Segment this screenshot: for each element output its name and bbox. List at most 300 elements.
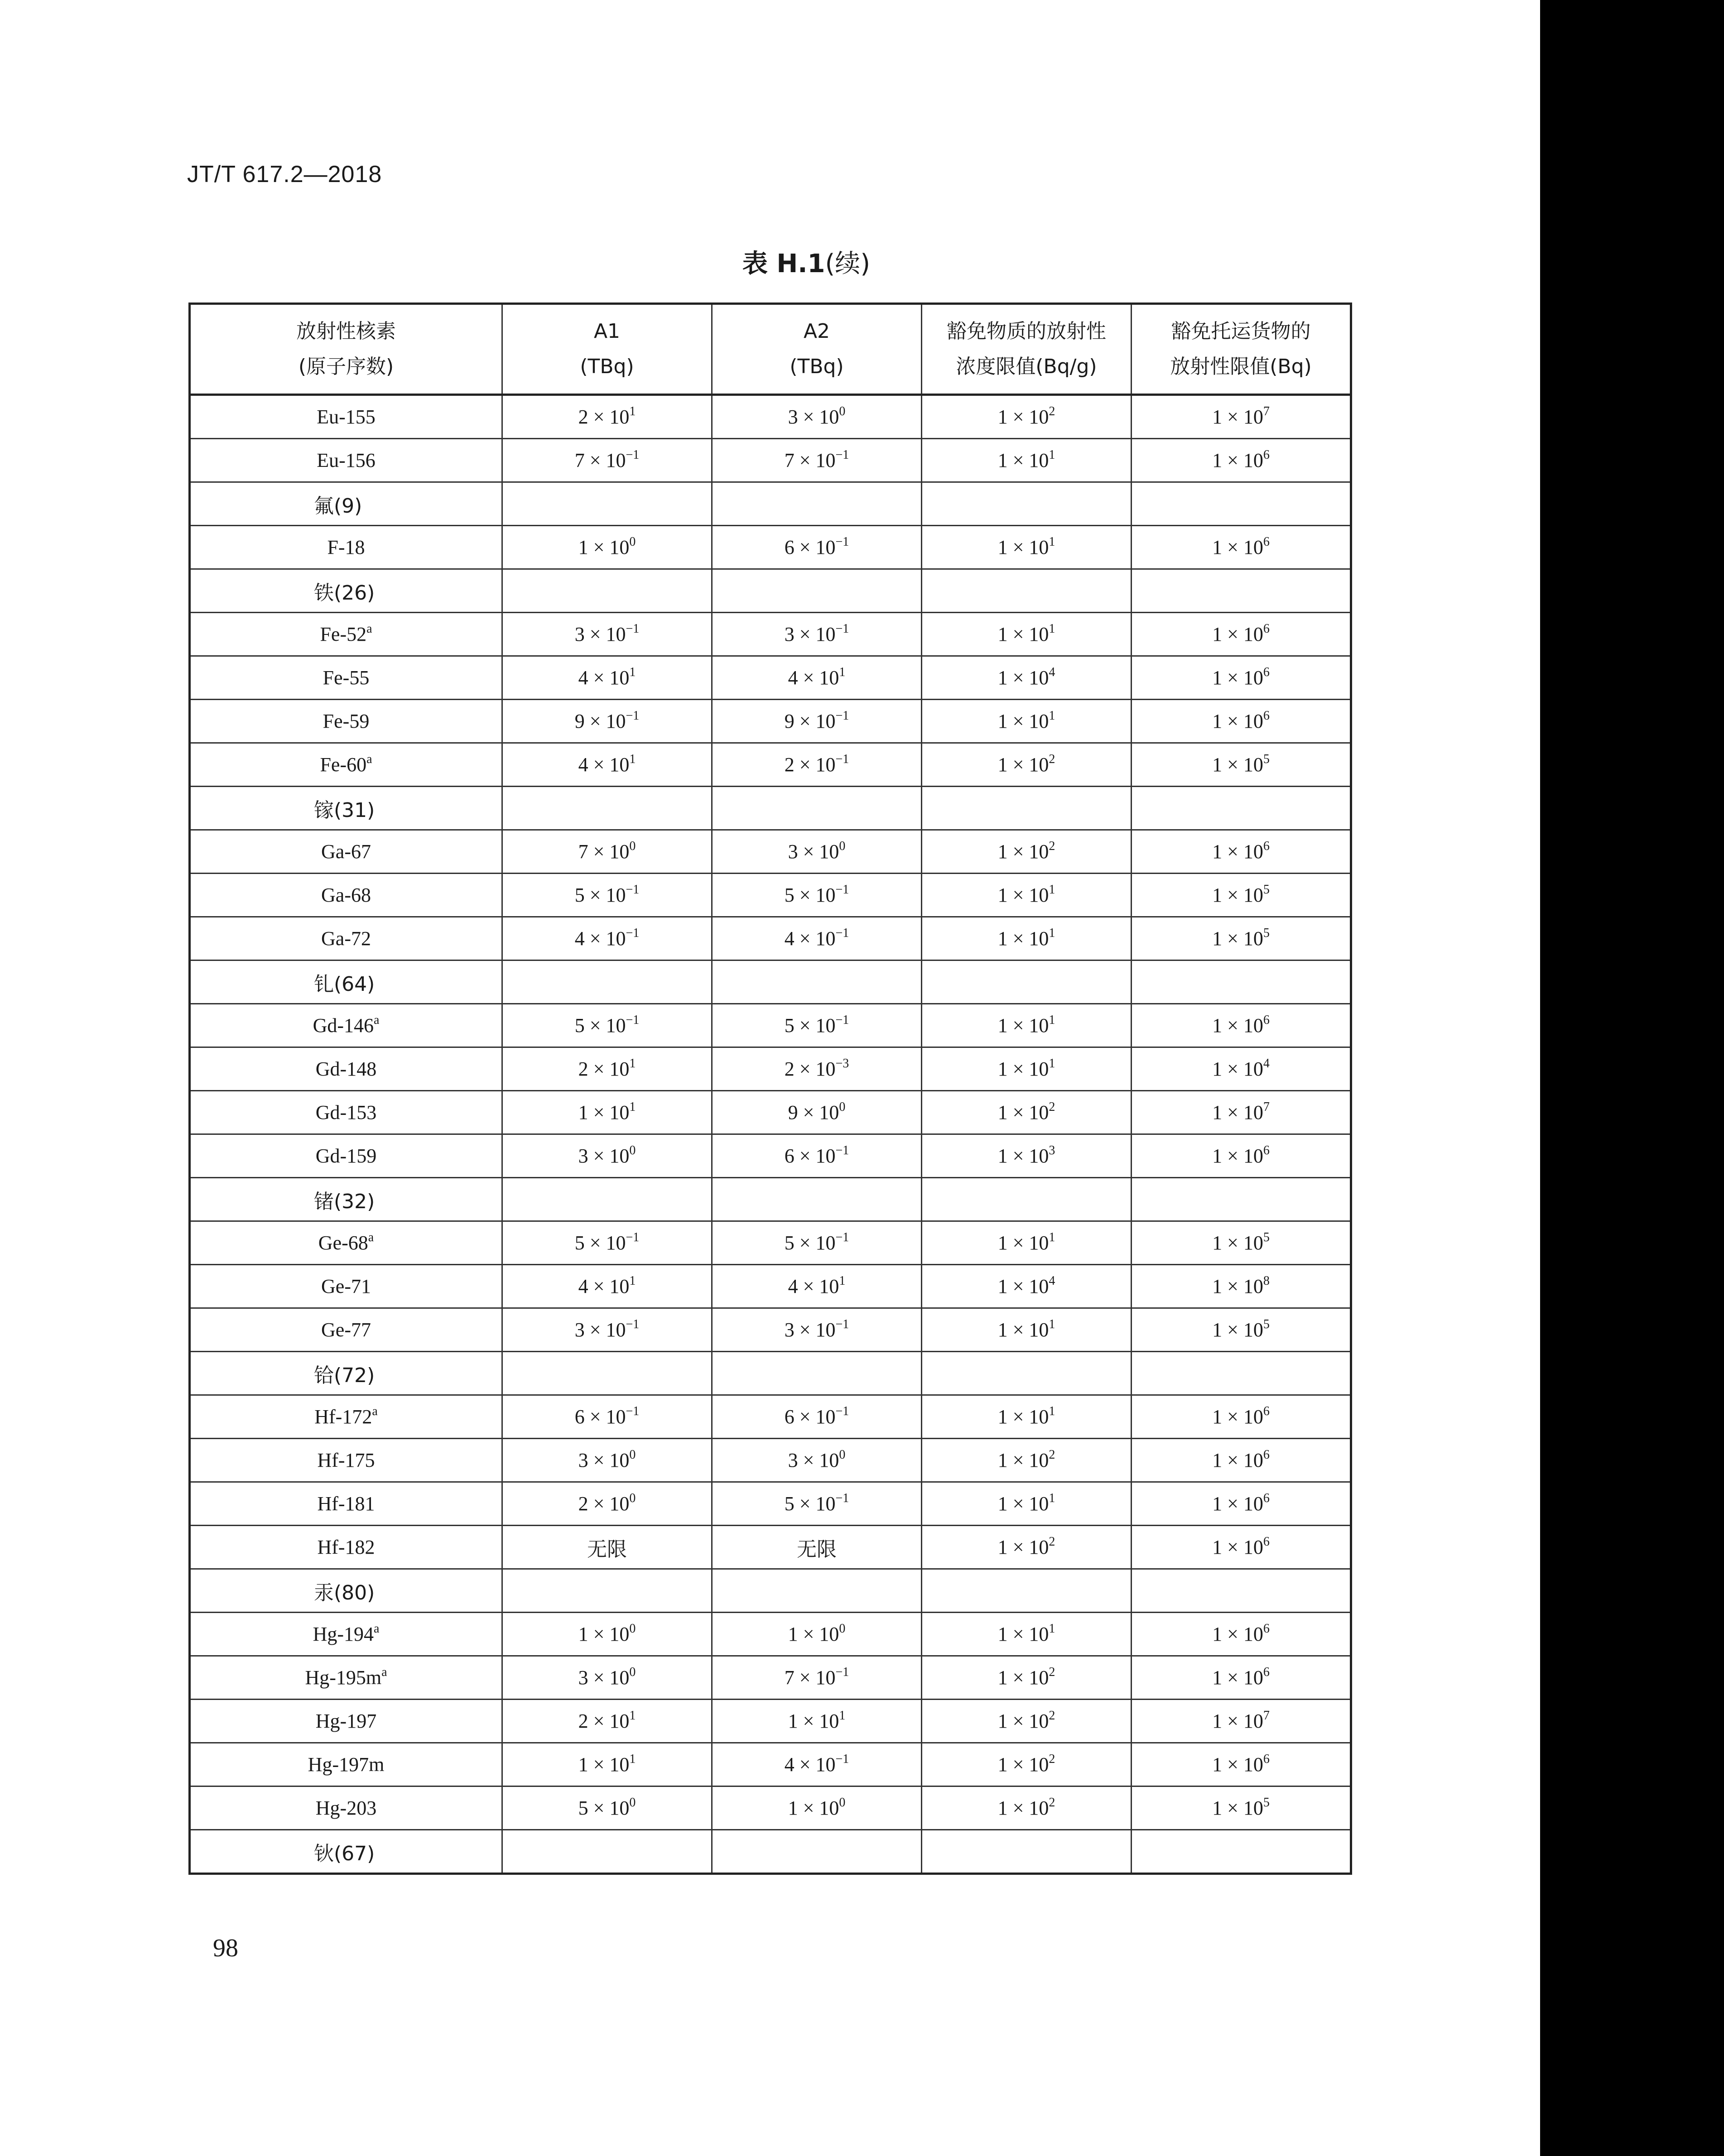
nuclide-name-cell xyxy=(190,439,502,482)
a1-value-cell xyxy=(502,656,712,700)
exempt-concentration-value: 1 × 10 xyxy=(997,1101,1049,1124)
footnote-marker: a xyxy=(368,1230,374,1244)
exempt-consignment-value-cell xyxy=(1132,1395,1351,1439)
nuclide-row xyxy=(190,656,1351,700)
a1-value-cell xyxy=(502,1091,712,1134)
nuclide-row xyxy=(190,917,1351,960)
element-name: 钬(67) xyxy=(314,1842,375,1865)
element-name: 锗(32) xyxy=(314,1190,375,1213)
nuclide-name: Hg-197m xyxy=(308,1753,385,1776)
a1-value-cell xyxy=(502,700,712,743)
a1-value-cell xyxy=(502,874,712,917)
a1-value-exponent: −1 xyxy=(626,1013,640,1027)
a1-value-exponent: −1 xyxy=(626,448,640,462)
element-group-row xyxy=(190,569,1351,613)
a2-value: 无限 xyxy=(797,1537,837,1561)
exempt-consignment-value: 1 × 10 xyxy=(1212,1536,1263,1558)
a2-value-exponent: 0 xyxy=(839,404,846,418)
exempt-concentration-value-cell xyxy=(922,1091,1132,1134)
exempt-concentration-value-cell xyxy=(922,1439,1132,1482)
exempt-concentration-value-cell xyxy=(922,1047,1132,1091)
element-name: 镓(31) xyxy=(314,798,375,822)
a2-value-cell xyxy=(712,1091,922,1134)
exempt-concentration-value-cell xyxy=(922,1743,1132,1786)
nuclide-name: Fe-55 xyxy=(323,667,370,689)
nuclide-name-cell xyxy=(190,1265,502,1308)
a1-value-exponent: 0 xyxy=(629,1143,636,1157)
exempt-concentration-value: 1 × 10 xyxy=(997,710,1049,732)
exempt-consignment-value: 1 × 10 xyxy=(1212,754,1263,776)
exempt-concentration-value-exponent: 1 xyxy=(1049,1317,1055,1331)
exempt-consignment-value-exponent: 6 xyxy=(1263,535,1270,549)
exempt-concentration-value: 1 × 10 xyxy=(997,1014,1049,1037)
exempt-concentration-value-cell xyxy=(922,1700,1132,1743)
empty-cell xyxy=(922,1178,1132,1221)
nuclide-name-cell xyxy=(190,830,502,874)
a2-value: 9 × 10 xyxy=(788,1101,839,1124)
a2-value: 2 × 10 xyxy=(784,1058,836,1080)
exempt-consignment-value-cell xyxy=(1132,830,1351,874)
a1-value-exponent: 1 xyxy=(629,1100,636,1114)
exempt-concentration-value-cell xyxy=(922,1656,1132,1700)
nuclide-name-cell xyxy=(190,1786,502,1830)
table-title xyxy=(0,244,1613,280)
exempt-consignment-value-exponent: 5 xyxy=(1263,752,1270,766)
exempt-consignment-value-exponent: 6 xyxy=(1263,448,1270,462)
exempt-concentration-value-exponent: 2 xyxy=(1049,1535,1055,1549)
a1-value-exponent: −1 xyxy=(626,1230,640,1244)
exempt-concentration-value-exponent: 1 xyxy=(1049,448,1055,462)
a2-value-exponent: 0 xyxy=(839,1448,846,1462)
a1-value-cell xyxy=(502,1395,712,1439)
exempt-consignment-value-cell xyxy=(1132,700,1351,743)
nuclide-name: Fe-60 xyxy=(320,754,367,776)
element-group-row xyxy=(190,1830,1351,1874)
exempt-concentration-value: 1 × 10 xyxy=(997,1493,1049,1515)
a2-value-exponent: −1 xyxy=(835,1752,849,1766)
exempt-consignment-value-cell xyxy=(1132,1786,1351,1830)
exempt-concentration-value: 1 × 10 xyxy=(997,536,1049,558)
exempt-concentration-value-exponent: 2 xyxy=(1049,1752,1055,1766)
a1-value-cell xyxy=(502,1526,712,1569)
a1-value: 2 × 10 xyxy=(578,1058,630,1080)
exempt-consignment-value: 1 × 10 xyxy=(1212,667,1263,689)
exempt-consignment-value-cell xyxy=(1132,395,1351,439)
nuclide-name-cell xyxy=(190,1439,502,1482)
empty-cell xyxy=(922,1830,1132,1874)
exempt-consignment-value-cell xyxy=(1132,1482,1351,1526)
element-name-cell xyxy=(190,569,502,613)
exempt-consignment-value: 1 × 10 xyxy=(1212,1493,1263,1515)
a2-value-cell xyxy=(712,1395,922,1439)
exempt-concentration-value-cell xyxy=(922,743,1132,787)
exempt-consignment-value-cell xyxy=(1132,1526,1351,1569)
exempt-concentration-value: 1 × 10 xyxy=(997,623,1049,645)
a1-value-cell xyxy=(502,917,712,960)
exempt-concentration-value: 1 × 10 xyxy=(997,1406,1049,1428)
exempt-consignment-value-exponent: 6 xyxy=(1263,1013,1270,1027)
exempt-consignment-value-cell xyxy=(1132,613,1351,656)
exempt-concentration-value-exponent: 4 xyxy=(1049,665,1055,679)
a1-value-cell xyxy=(502,613,712,656)
nuclide-row xyxy=(190,1786,1351,1830)
a1-value: 2 × 10 xyxy=(578,1710,630,1732)
a1-value-cell xyxy=(502,1786,712,1830)
a2-value-cell xyxy=(712,1265,922,1308)
nuclide-row xyxy=(190,700,1351,743)
element-name-cell xyxy=(190,482,502,526)
exempt-concentration-value-cell xyxy=(922,830,1132,874)
nuclide-name-cell xyxy=(190,1743,502,1786)
table-body xyxy=(190,395,1351,1874)
exempt-consignment-value-cell xyxy=(1132,1656,1351,1700)
a2-value-exponent: −1 xyxy=(835,926,849,940)
a1-value: 6 × 10 xyxy=(574,1406,626,1428)
a2-value-cell xyxy=(712,1526,922,1569)
a1-value-cell xyxy=(502,1134,712,1178)
a2-value-exponent: 0 xyxy=(839,1622,846,1636)
a1-value-cell xyxy=(502,1613,712,1656)
nuclide-name: Gd-148 xyxy=(315,1058,377,1080)
exempt-concentration-value-exponent: 1 xyxy=(1049,1404,1055,1418)
nuclide-row xyxy=(190,1091,1351,1134)
exempt-consignment-value-cell xyxy=(1132,1004,1351,1047)
nuclide-name: Ge-68 xyxy=(318,1232,368,1254)
exempt-concentration-value: 1 × 10 xyxy=(997,1536,1049,1558)
exempt-consignment-value: 1 × 10 xyxy=(1212,1101,1263,1124)
nuclide-row xyxy=(190,439,1351,482)
exempt-concentration-value: 1 × 10 xyxy=(997,1710,1049,1732)
footnote-marker: a xyxy=(372,1404,378,1418)
exempt-consignment-value: 1 × 10 xyxy=(1212,536,1263,558)
nuclide-name-cell xyxy=(190,1700,502,1743)
empty-cell xyxy=(1132,1178,1351,1221)
nuclide-name: Fe-59 xyxy=(323,710,370,732)
a2-value-cell xyxy=(712,1221,922,1265)
header-nuclide: 放射性核素 (原子序数) xyxy=(190,304,502,395)
nuclide-name-cell xyxy=(190,1091,502,1134)
a1-value-exponent: 1 xyxy=(629,752,636,766)
a1-value-cell xyxy=(502,1743,712,1786)
a2-value: 5 × 10 xyxy=(784,1232,836,1254)
nuclide-row xyxy=(190,1526,1351,1569)
empty-cell xyxy=(502,1830,712,1874)
a1-value: 5 × 10 xyxy=(578,1797,630,1819)
a2-value-cell xyxy=(712,830,922,874)
a1-value-exponent: −1 xyxy=(626,926,640,940)
nuclide-name: Hf-182 xyxy=(317,1536,375,1558)
exempt-consignment-value-exponent: 6 xyxy=(1263,1404,1270,1418)
a2-value-cell xyxy=(712,1134,922,1178)
a2-value-cell xyxy=(712,1743,922,1786)
exempt-consignment-value: 1 × 10 xyxy=(1212,927,1263,950)
exempt-consignment-value-cell xyxy=(1132,1091,1351,1134)
a1-value-exponent: −1 xyxy=(626,883,640,897)
empty-cell xyxy=(1132,569,1351,613)
a2-value-exponent: 0 xyxy=(839,839,846,853)
a2-value-exponent: −1 xyxy=(835,709,849,723)
a2-value-cell xyxy=(712,656,922,700)
a1-value-cell xyxy=(502,1482,712,1526)
nuclide-name-cell xyxy=(190,1395,502,1439)
nuclide-row xyxy=(190,1613,1351,1656)
exempt-consignment-value-exponent: 5 xyxy=(1263,1317,1270,1331)
exempt-concentration-value: 1 × 10 xyxy=(997,1753,1049,1776)
exempt-concentration-value-exponent: 1 xyxy=(1049,709,1055,723)
empty-cell xyxy=(922,482,1132,526)
a2-value-exponent: −1 xyxy=(835,448,849,462)
a1-value-exponent: 0 xyxy=(629,1665,636,1679)
table-title-main: 表 H.1 xyxy=(742,249,825,279)
a1-value-cell xyxy=(502,1047,712,1091)
exempt-concentration-value-exponent: 1 xyxy=(1049,926,1055,940)
exempt-consignment-value: 1 × 10 xyxy=(1212,623,1263,645)
nuclide-row xyxy=(190,1700,1351,1743)
exempt-concentration-value-cell xyxy=(922,395,1132,439)
a2-value-cell xyxy=(712,743,922,787)
exempt-consignment-value: 1 × 10 xyxy=(1212,710,1263,732)
nuclide-name-cell xyxy=(190,526,502,569)
exempt-concentration-value: 1 × 10 xyxy=(997,840,1049,863)
exempt-concentration-value: 1 × 10 xyxy=(997,1623,1049,1645)
exempt-concentration-value: 1 × 10 xyxy=(997,1232,1049,1254)
a1-value: 1 × 10 xyxy=(578,1623,630,1645)
nuclide-row xyxy=(190,830,1351,874)
a2-value: 1 × 10 xyxy=(788,1623,839,1645)
exempt-consignment-value: 1 × 10 xyxy=(1212,1145,1263,1167)
a1-value: 1 × 10 xyxy=(578,1753,630,1776)
element-name: 钆(64) xyxy=(314,972,375,996)
a1-value: 4 × 10 xyxy=(578,1275,630,1297)
element-group-row xyxy=(190,1569,1351,1613)
exempt-consignment-value-exponent: 6 xyxy=(1263,665,1270,679)
exempt-consignment-value: 1 × 10 xyxy=(1212,1753,1263,1776)
a2-value-cell xyxy=(712,439,922,482)
exempt-concentration-value-exponent: 1 xyxy=(1049,1491,1055,1505)
a2-value-exponent: −1 xyxy=(835,1665,849,1679)
footnote-marker: a xyxy=(366,622,372,636)
nuclide-name-cell xyxy=(190,1613,502,1656)
element-group-row xyxy=(190,960,1351,1004)
exempt-concentration-value: 1 × 10 xyxy=(997,449,1049,471)
nuclide-row xyxy=(190,1656,1351,1700)
a1-value-cell xyxy=(502,1308,712,1352)
exempt-concentration-value-cell xyxy=(922,1221,1132,1265)
exempt-consignment-value-cell xyxy=(1132,439,1351,482)
nuclide-name-cell xyxy=(190,874,502,917)
exempt-consignment-value-cell xyxy=(1132,743,1351,787)
a2-value-cell xyxy=(712,917,922,960)
a1-value-cell xyxy=(502,526,712,569)
exempt-consignment-value-cell xyxy=(1132,1134,1351,1178)
a1-value-exponent: 0 xyxy=(629,839,636,853)
a1-value: 4 × 10 xyxy=(578,667,630,689)
empty-cell xyxy=(1132,1830,1351,1874)
exempt-consignment-value-exponent: 4 xyxy=(1263,1056,1270,1071)
element-name: 铪(72) xyxy=(314,1364,375,1387)
exempt-concentration-value-cell xyxy=(922,1265,1132,1308)
exempt-concentration-value-exponent: 1 xyxy=(1049,535,1055,549)
nuclide-name: F-18 xyxy=(327,536,365,558)
exempt-consignment-value-exponent: 6 xyxy=(1263,1535,1270,1549)
a2-value-cell xyxy=(712,1047,922,1091)
exempt-consignment-value: 1 × 10 xyxy=(1212,1058,1263,1080)
a1-value-cell xyxy=(502,1656,712,1700)
exempt-concentration-value-cell xyxy=(922,1526,1132,1569)
exempt-concentration-value: 1 × 10 xyxy=(997,406,1049,428)
a2-value-cell xyxy=(712,1656,922,1700)
nuclide-row xyxy=(190,395,1351,439)
a2-value: 6 × 10 xyxy=(784,1406,836,1428)
a2-value-exponent: −1 xyxy=(835,1404,849,1418)
exempt-concentration-value: 1 × 10 xyxy=(997,667,1049,689)
header-exempt-concentration: 豁免物质的放射性 浓度限值(Bq/g) xyxy=(922,304,1132,395)
a1-value-cell xyxy=(502,1439,712,1482)
a1-value-cell xyxy=(502,1004,712,1047)
exempt-concentration-value: 1 × 10 xyxy=(997,927,1049,950)
element-group-row xyxy=(190,787,1351,830)
a1-value: 5 × 10 xyxy=(574,1232,626,1254)
element-name-cell xyxy=(190,1178,502,1221)
a1-value: 1 × 10 xyxy=(578,536,630,558)
exempt-consignment-value: 1 × 10 xyxy=(1212,1275,1263,1297)
a2-value-cell xyxy=(712,395,922,439)
table-header-row xyxy=(190,304,1351,395)
empty-cell xyxy=(922,569,1132,613)
a1-value-exponent: 0 xyxy=(629,1491,636,1505)
exempt-consignment-value: 1 × 10 xyxy=(1212,1319,1263,1341)
nuclide-name-cell xyxy=(190,1221,502,1265)
exempt-consignment-value: 1 × 10 xyxy=(1212,1623,1263,1645)
a2-value-exponent: 0 xyxy=(839,1796,846,1810)
exempt-concentration-value-exponent: 2 xyxy=(1049,1448,1055,1462)
a2-value: 2 × 10 xyxy=(784,754,836,776)
a1-value-exponent: 1 xyxy=(629,1056,636,1071)
exempt-consignment-value-exponent: 6 xyxy=(1263,622,1270,636)
a2-value: 6 × 10 xyxy=(784,536,836,558)
header-a1: A1 (TBq) xyxy=(502,304,712,395)
empty-cell xyxy=(712,1178,922,1221)
exempt-concentration-value-cell xyxy=(922,439,1132,482)
a2-value-exponent: −1 xyxy=(835,622,849,636)
element-name: 氟(9) xyxy=(314,494,362,518)
nuclide-row xyxy=(190,1743,1351,1786)
exempt-concentration-value-cell xyxy=(922,526,1132,569)
exempt-concentration-value-cell xyxy=(922,1613,1132,1656)
a2-value: 7 × 10 xyxy=(784,449,836,471)
exempt-consignment-value-exponent: 7 xyxy=(1263,404,1270,418)
exempt-consignment-value: 1 × 10 xyxy=(1212,840,1263,863)
empty-cell xyxy=(922,1569,1132,1613)
element-name-cell xyxy=(190,1830,502,1874)
exempt-concentration-value-exponent: 4 xyxy=(1049,1274,1055,1288)
a2-value: 1 × 10 xyxy=(788,1797,839,1819)
a1-value-exponent: 1 xyxy=(629,404,636,418)
exempt-concentration-value: 1 × 10 xyxy=(997,1145,1049,1167)
a2-value: 5 × 10 xyxy=(784,884,836,906)
exempt-concentration-value-cell xyxy=(922,1308,1132,1352)
empty-cell xyxy=(712,1830,922,1874)
exempt-consignment-value-exponent: 5 xyxy=(1263,926,1270,940)
a2-value-exponent: −1 xyxy=(835,1491,849,1505)
exempt-consignment-value-exponent: 6 xyxy=(1263,1665,1270,1679)
exempt-consignment-value-exponent: 7 xyxy=(1263,1709,1270,1723)
empty-cell xyxy=(712,1352,922,1395)
header-exempt-consignment: 豁免托运货物的 放射性限值(Bq) xyxy=(1132,304,1351,395)
nuclide-name: Eu-156 xyxy=(317,449,376,471)
a2-value: 5 × 10 xyxy=(784,1014,836,1037)
a2-value-cell xyxy=(712,700,922,743)
a1-value-exponent: −1 xyxy=(626,622,640,636)
nuclide-name: Eu-155 xyxy=(317,406,376,428)
element-group-row xyxy=(190,1178,1351,1221)
nuclide-name: Gd-146 xyxy=(313,1014,374,1037)
exempt-concentration-value-cell xyxy=(922,1786,1132,1830)
nuclide-name-cell xyxy=(190,395,502,439)
exempt-concentration-value-exponent: 1 xyxy=(1049,1013,1055,1027)
a2-value: 4 × 10 xyxy=(784,927,836,950)
exempt-consignment-value-cell xyxy=(1132,1743,1351,1786)
empty-cell xyxy=(712,960,922,1004)
exempt-concentration-value: 1 × 10 xyxy=(997,1058,1049,1080)
empty-cell xyxy=(1132,960,1351,1004)
a1-value: 5 × 10 xyxy=(574,1014,626,1037)
exempt-consignment-value-exponent: 6 xyxy=(1263,1491,1270,1505)
exempt-consignment-value: 1 × 10 xyxy=(1212,406,1263,428)
empty-cell xyxy=(1132,482,1351,526)
exempt-consignment-value-exponent: 7 xyxy=(1263,1100,1270,1114)
nuclide-row xyxy=(190,1395,1351,1439)
exempt-concentration-value-cell xyxy=(922,1482,1132,1526)
a1-value: 1 × 10 xyxy=(578,1101,630,1124)
a2-value-exponent: −3 xyxy=(835,1056,849,1071)
exempt-concentration-value-exponent: 1 xyxy=(1049,1622,1055,1636)
a2-value-exponent: 1 xyxy=(839,665,846,679)
exempt-consignment-value-cell xyxy=(1132,1047,1351,1091)
nuclide-name: Hf-172 xyxy=(314,1406,372,1428)
a1-value-exponent: −1 xyxy=(626,1404,640,1418)
nuclide-name: Fe-52 xyxy=(320,623,367,645)
a2-value: 6 × 10 xyxy=(784,1145,836,1167)
element-name-cell xyxy=(190,960,502,1004)
exempt-consignment-value-exponent: 5 xyxy=(1263,883,1270,897)
exempt-concentration-value-exponent: 2 xyxy=(1049,404,1055,418)
exempt-consignment-value: 1 × 10 xyxy=(1212,1449,1263,1471)
a2-value-cell xyxy=(712,526,922,569)
footnote-marker: a xyxy=(366,752,372,766)
a2-value: 3 × 10 xyxy=(788,1449,839,1471)
a1-value-cell xyxy=(502,830,712,874)
empty-cell xyxy=(712,482,922,526)
a1-value: 4 × 10 xyxy=(578,754,630,776)
exempt-concentration-value-exponent: 2 xyxy=(1049,839,1055,853)
footnote-marker: a xyxy=(374,1013,380,1027)
nuclide-name-cell xyxy=(190,917,502,960)
page-number: 98 xyxy=(213,1934,238,1962)
a1-value: 4 × 10 xyxy=(574,927,626,950)
nuclide-name: Gd-153 xyxy=(315,1101,377,1124)
exempt-consignment-value-exponent: 6 xyxy=(1263,1143,1270,1157)
nuclide-limits-table xyxy=(188,303,1352,1875)
empty-cell xyxy=(502,569,712,613)
exempt-consignment-value: 1 × 10 xyxy=(1212,449,1263,471)
empty-cell xyxy=(502,1178,712,1221)
a1-value: 9 × 10 xyxy=(574,710,626,732)
a2-value: 4 × 10 xyxy=(788,667,839,689)
a1-value: 3 × 10 xyxy=(574,1319,626,1341)
a1-value: 2 × 10 xyxy=(578,406,630,428)
a1-value-exponent: 1 xyxy=(629,1274,636,1288)
